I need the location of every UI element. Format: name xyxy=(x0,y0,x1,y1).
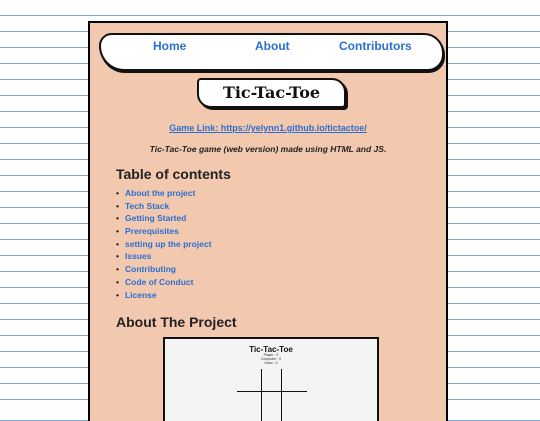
toc-list xyxy=(116,187,211,301)
board-line-v1 xyxy=(261,369,262,421)
toc-item-issues[interactable]: • Issues xyxy=(116,250,211,263)
about-heading: About The Project xyxy=(116,314,237,330)
toc-item-setup[interactable]: • setting up the project xyxy=(116,238,211,251)
preview-stats xyxy=(165,353,377,365)
preview-title: Tic-Tac-Toe xyxy=(249,345,293,354)
page-title: Tic-Tac-Toe xyxy=(222,83,321,102)
nav-home-link[interactable]: Home xyxy=(153,39,187,53)
readme-page xyxy=(88,21,448,421)
nav-about-link[interactable]: About xyxy=(255,39,290,53)
readme-content xyxy=(90,23,446,421)
game-screenshot xyxy=(163,337,379,421)
board-line-v2 xyxy=(281,369,282,421)
tagline: Tic-Tac-Toe game (web version) made using HTML and JS. xyxy=(149,144,387,154)
top-navbar xyxy=(99,33,444,71)
preview-computer-score: Computer : 0 xyxy=(260,357,282,361)
toc-item-prerequisites[interactable]: • Prerequisites xyxy=(116,225,211,238)
toc-item-license[interactable]: • License xyxy=(116,289,211,302)
toc-item-getting-started[interactable]: • Getting Started xyxy=(116,212,211,225)
toc-item-tech-stack[interactable]: • Tech Stack xyxy=(116,200,211,213)
toc-heading: Table of contents xyxy=(116,166,231,182)
board-line-h1 xyxy=(237,391,307,392)
toc-item-code-of-conduct[interactable]: • Code of Conduct xyxy=(116,276,211,289)
preview-player-score: Player : 0 xyxy=(263,353,279,357)
preview-draw-score: Draw : 0 xyxy=(264,361,278,365)
nav-contributors-link[interactable]: Contributors xyxy=(339,39,412,53)
title-banner xyxy=(197,78,346,108)
toc-item-contributing[interactable]: • Contributing xyxy=(116,263,211,276)
toc-item-about[interactable]: • About the project xyxy=(116,187,211,200)
game-link[interactable]: Game Link: https://yelynn1.github.io/tictactoe/ xyxy=(169,123,367,133)
